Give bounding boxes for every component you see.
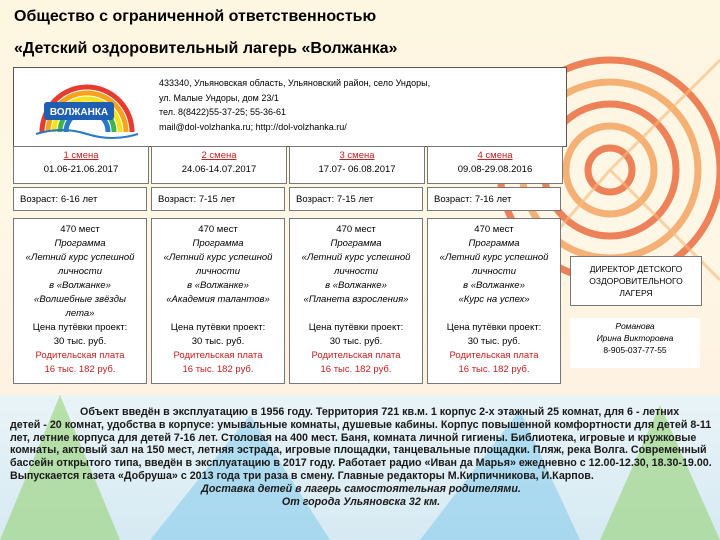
contact-card [13,67,567,147]
shift-4-name: 4 смена [477,150,513,161]
delivery-note: Доставка детей в лагерь самостоятельная родителями. [201,482,521,495]
program-theme: «Курс на успех» [458,294,530,305]
phone-line: тел. 8(8422)55-37-25; 55-36-61 [159,107,287,117]
email-website-line[interactable]: mail@dol-volzhanka.ru; http://dol-volzhanka.ru/ [159,121,347,132]
program-line: в «Волжанке» [49,280,111,291]
shift-1-header [13,146,149,184]
parent-fee-label: Родительская плата [449,350,539,361]
program-label: Программа [54,238,106,249]
program-line: в «Волжанке» [325,280,387,291]
program-line: в «Волжанке» [187,280,249,291]
shift-3-dates: 17.07- 06.08.2017 [318,164,396,175]
program-line: «Летний курс успешной [163,252,273,263]
director-contact [570,318,700,368]
shift-3-name: 3 смена [339,150,375,161]
director-name: Ирина Викторовна [596,333,674,343]
shift-1-name: 1 смена [63,150,99,161]
shift-2-dates: 24.06-14.07.2017 [181,164,257,175]
program-line: личности [471,266,517,277]
shift-2-age: Возраст: 7-15 лет [151,187,285,211]
program-label: Программа [468,238,520,249]
program-line: в «Волжанке» [463,280,525,291]
program-theme: «Академия талантов» [166,294,270,305]
program-line: «Летний курс успешной [25,252,135,263]
svg-text:ВОЛЖАНКА: ВОЛЖАНКА [49,107,109,118]
price-label: Цена путёвки проект: [446,322,542,333]
price-label: Цена путёвки проект: [32,322,128,333]
page-title-line-1: Общество с ограниченной ответственностью [14,8,377,25]
places: 470 мест [198,224,238,235]
parent-fee-label: Родительская плата [173,350,263,361]
parent-fee: 16 тыс. 182 руб. [182,364,254,375]
shift-2-name: 2 смена [201,150,237,161]
program-line: личности [57,266,103,277]
price: 30 тыс. руб. [467,336,521,347]
places: 470 мест [336,224,376,235]
address-line-2: ул. Малые Ундоры, дом 23/1 [159,92,279,103]
director-title-box [570,256,702,306]
shift-1-age: Возраст: 6-16 лет [13,187,147,211]
price-label: Цена путёвки проект: [170,322,266,333]
price-label: Цена путёвки проект: [308,322,404,333]
director-title-line: ОЗДОРОВИТЕЛЬНОГО [589,276,683,286]
places: 470 мест [474,224,514,235]
contact-details [159,76,430,134]
shift-2-header [151,146,287,184]
program-theme-cont: лета» [65,308,95,319]
shift-4-age: Возраст: 7-16 лет [427,187,561,211]
description-paragraph: Объект введён в эксплуатацию в 1956 году. Территория 721 кв.м. 1 корпус 2-х этажный 25 комнат, для 6 - летних детей - 20 комнат, удобства в корпусе: умывальные комнаты, душевые кабины. Корпус повышенной комфортности для детей 8-11 лет, летние корпуса для детей 7-16 лет. Столовая на 400 мест. Баня, комната личной гигиены. Библиотека, игровые и кружковые комнаты, актовый зал на 150 мест, летняя эстрада, игровые площадки, танцевальные площадки. Пляж, река Волга. Современный бассейн открытого типа, введён в эксплуатацию в 2017 году. Работает радио «Иван да Марья» ежедневно с 12.00-12.30, 18.30-19.00. Выпускается газета «Добруша» с 2013 года три раза в смену. Главные редакторы М.Кирпичникова, И.Карпов. [10,406,712,482]
shift-2-program [151,218,285,384]
places: 470 мест [60,224,100,235]
address-line-1: 433340, Ульяновская область, Ульяновский район, село Ундоры, [159,78,431,88]
parent-fee-label: Родительская плата [35,350,125,361]
page-title-line-2: «Детский оздоровительный лагерь «Волжанка» [14,40,398,57]
director-title-line: ЛАГЕРЯ [619,288,653,298]
shift-1-program [13,218,147,384]
shift-3-program [289,218,423,384]
price: 30 тыс. руб. [53,336,107,347]
price: 30 тыс. руб. [329,336,383,347]
parent-fee: 16 тыс. 182 руб. [458,364,530,375]
program-label: Программа [330,238,382,249]
program-label: Программа [192,238,244,249]
distance-note: От города Ульяновска 32 км. [281,495,441,508]
camp-description [10,406,712,508]
program-line: «Летний курс успешной [301,252,411,263]
camp-logo [22,74,152,140]
shift-4-header [427,146,563,184]
director-title-line: ДИРЕКТОР ДЕТСКОГО [589,264,683,274]
shift-3-header [289,146,425,184]
director-surname: Романова [615,321,655,331]
program-line: личности [333,266,379,277]
parent-fee: 16 тыс. 182 руб. [320,364,392,375]
shift-4-program [427,218,561,384]
program-line: «Летний курс успешной [439,252,549,263]
parent-fee-label: Родительская плата [311,350,401,361]
program-theme: «Планета взросления» [303,294,409,305]
shift-1-dates: 01.06-21.06.2017 [43,164,119,175]
shift-3-age: Возраст: 7-15 лет [289,187,423,211]
price: 30 тыс. руб. [191,336,245,347]
program-line: личности [195,266,241,277]
shift-4-dates: 09.08-29.08.2016 [457,164,533,175]
director-phone: 8-905-037-77-55 [603,345,667,355]
program-theme: «Волшебные звёзды [34,294,126,305]
parent-fee: 16 тыс. 182 руб. [44,364,116,375]
